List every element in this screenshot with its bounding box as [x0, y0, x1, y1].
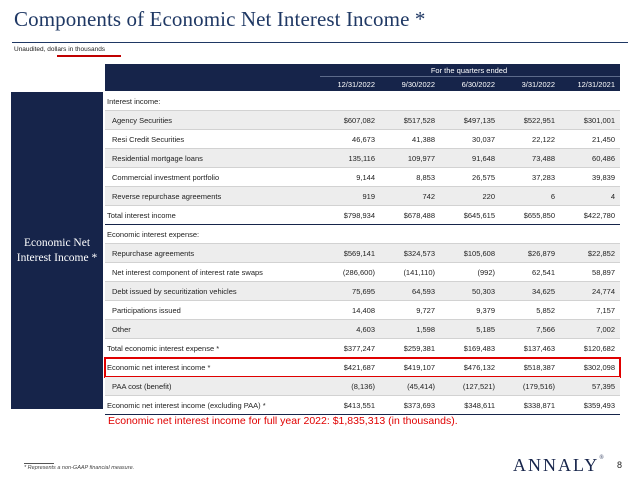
- table-row-total: [105, 396, 620, 415]
- table-cell: 37,283: [532, 172, 555, 182]
- table-cell: 135,116: [348, 153, 375, 163]
- table-cell: 50,303: [472, 286, 495, 296]
- table-cell: 21,450: [592, 134, 615, 144]
- table-cell: 58,897: [592, 267, 615, 277]
- table-cell: 73,488: [532, 153, 555, 163]
- table-cell: (45,414): [407, 381, 435, 391]
- table-cell: 39,839: [592, 172, 615, 182]
- table-cell: (127,521): [462, 381, 495, 391]
- table-cell: $421,687: [343, 362, 375, 372]
- units-subtitle: Unaudited, dollars in thousands: [14, 46, 106, 53]
- table-row: [105, 92, 620, 111]
- table-cell: (141,110): [403, 267, 435, 277]
- table-cell: $259,381: [403, 343, 435, 353]
- subtitle-underline: [57, 55, 121, 57]
- page-number: 8: [617, 460, 623, 470]
- table-cell: 41,388: [412, 134, 435, 144]
- table-row: [105, 377, 620, 396]
- table-cell: 46,673: [352, 134, 375, 144]
- table-cell: 8,853: [416, 172, 435, 182]
- table-row: [105, 130, 620, 149]
- table-cell: 1,598: [416, 324, 435, 334]
- table-cell: $645,615: [463, 210, 495, 220]
- table-cell: 91,648: [472, 153, 495, 163]
- column-header: 12/31/2022: [337, 80, 375, 89]
- row-label: Participations issued: [112, 305, 181, 315]
- table-cell: 5,185: [476, 324, 495, 334]
- side-label-line: Interest Income *: [16, 251, 98, 264]
- table-cell: $120,682: [583, 343, 615, 353]
- table-cell: 24,774: [592, 286, 615, 296]
- table-cell: (8,136): [351, 381, 375, 391]
- annotation-note: Economic net interest income for full year 2022: $1,835,313 (in thousands).: [108, 415, 458, 427]
- table-cell: 34,625: [532, 286, 555, 296]
- column-header: 9/30/2022: [401, 80, 435, 89]
- table-cell: $607,082: [343, 115, 375, 125]
- row-label: Commercial investment portfolio: [112, 172, 220, 182]
- column-headers: [320, 80, 620, 89]
- row-label: Total economic interest expense *: [107, 343, 220, 353]
- table-cell: $422,780: [583, 210, 615, 220]
- table-cell: 7,002: [596, 324, 615, 334]
- table-row-total: [105, 206, 620, 225]
- table-row: [105, 149, 620, 168]
- title-divider: [12, 42, 628, 43]
- table-cell: $348,611: [464, 400, 495, 410]
- table-cell: $522,951: [523, 115, 555, 125]
- table-cell: $476,132: [463, 362, 495, 372]
- table-cell: 22,122: [532, 134, 555, 144]
- table-cell: $798,934: [343, 210, 375, 220]
- table-cell: 6: [550, 191, 555, 201]
- row-label: Other: [112, 324, 131, 334]
- table-row: [105, 187, 620, 206]
- table-cell: $105,608: [463, 248, 495, 258]
- table-cell: $302,098: [583, 362, 615, 372]
- row-label: Economic interest expense:: [107, 229, 200, 239]
- table-row: [105, 282, 620, 301]
- section-side-label: [11, 92, 103, 409]
- table-cell: 75,695: [352, 286, 375, 296]
- row-label: Repurchase agreements: [112, 248, 195, 258]
- table-cell: 26,575: [472, 172, 495, 182]
- table-cell: $301,001: [583, 115, 615, 125]
- table-cell: $359,493: [583, 400, 615, 410]
- column-header: 3/31/2022: [521, 80, 555, 89]
- table-cell: $413,551: [343, 400, 375, 410]
- table-cell: 919: [362, 191, 375, 201]
- table-row-total: [105, 339, 620, 358]
- table-cell: $497,135: [463, 115, 495, 125]
- company-logo: [513, 455, 604, 476]
- table-cell: 14,408: [352, 305, 375, 315]
- table-cell: 4,603: [356, 324, 375, 334]
- table-cell: $137,463: [523, 343, 555, 353]
- table-cell: $22,852: [587, 248, 615, 258]
- page-title: Components of Economic Net Interest Income *: [14, 7, 426, 31]
- row-label: Interest income:: [107, 96, 161, 106]
- table-cell: 62,541: [532, 267, 555, 277]
- side-label-line: Economic Net: [23, 236, 91, 249]
- table-cell: 9,144: [356, 172, 375, 182]
- table-row: [105, 320, 620, 339]
- column-header: 6/30/2022: [461, 80, 495, 89]
- row-label: Net interest component of interest rate swaps: [112, 267, 263, 277]
- row-label: Economic net interest income *: [107, 362, 211, 372]
- table-cell: 9,379: [476, 305, 495, 315]
- table-cell: $518,387: [523, 362, 555, 372]
- quarters-group-label: For the quarters ended: [430, 66, 508, 75]
- row-label: Agency Securities: [112, 115, 173, 125]
- table-row-highlighted: [105, 358, 620, 377]
- row-label: Debt issued by securitization vehicles: [112, 286, 237, 296]
- registered-mark: ®: [599, 455, 604, 461]
- table-cell: 220: [482, 191, 495, 201]
- row-label: Residential mortgage loans: [112, 153, 203, 163]
- table-row: [105, 225, 620, 244]
- table-row: [105, 111, 620, 130]
- table-cell: 30,037: [472, 134, 495, 144]
- table-cell: 7,566: [536, 324, 555, 334]
- table-cell: 742: [422, 191, 435, 201]
- table-cell: (992): [477, 267, 495, 277]
- table-cell: 5,852: [536, 305, 555, 315]
- table-cell: $678,488: [403, 210, 435, 220]
- row-label: Resi Credit Securities: [112, 134, 185, 144]
- table-cell: (286,600): [342, 267, 375, 277]
- table-cell: $324,573: [403, 248, 435, 258]
- row-label: PAA cost (benefit): [112, 381, 172, 391]
- table-cell: (179,516): [522, 381, 555, 391]
- table-cell: $655,850: [523, 210, 555, 220]
- logo-text: ANNALY: [513, 455, 600, 475]
- table-cell: 109,977: [407, 153, 435, 163]
- table-cell: 57,395: [592, 381, 615, 391]
- footnote-divider: [24, 463, 54, 464]
- table-cell: $169,483: [463, 343, 495, 353]
- table-cell: $419,107: [403, 362, 435, 372]
- table-cell: $377,247: [343, 343, 375, 353]
- header-divider: [320, 76, 620, 77]
- table-cell: $569,141: [343, 248, 375, 258]
- financial-table: [105, 92, 620, 415]
- table-cell: 60,486: [592, 153, 615, 163]
- table-cell: 7,157: [596, 305, 615, 315]
- row-label: Total interest income: [107, 210, 176, 220]
- table-cell: 9,727: [416, 305, 435, 315]
- table-cell: 64,593: [412, 286, 435, 296]
- table-cell: 4: [610, 191, 615, 201]
- table-row: [105, 263, 620, 282]
- row-label: Reverse repurchase agreements: [112, 191, 222, 201]
- footnote: * Represents a non-GAAP financial measure.: [24, 465, 135, 471]
- table-cell: $373,693: [403, 400, 435, 410]
- table-cell: $517,528: [403, 115, 435, 125]
- column-header: 12/31/2021: [577, 80, 615, 89]
- table-row: [105, 301, 620, 320]
- table-row: [105, 244, 620, 263]
- table-cell: $26,879: [527, 248, 555, 258]
- row-label: Economic net interest income (excluding PAA) *: [107, 400, 266, 410]
- table-row: [105, 168, 620, 187]
- table-cell: $338,871: [523, 400, 555, 410]
